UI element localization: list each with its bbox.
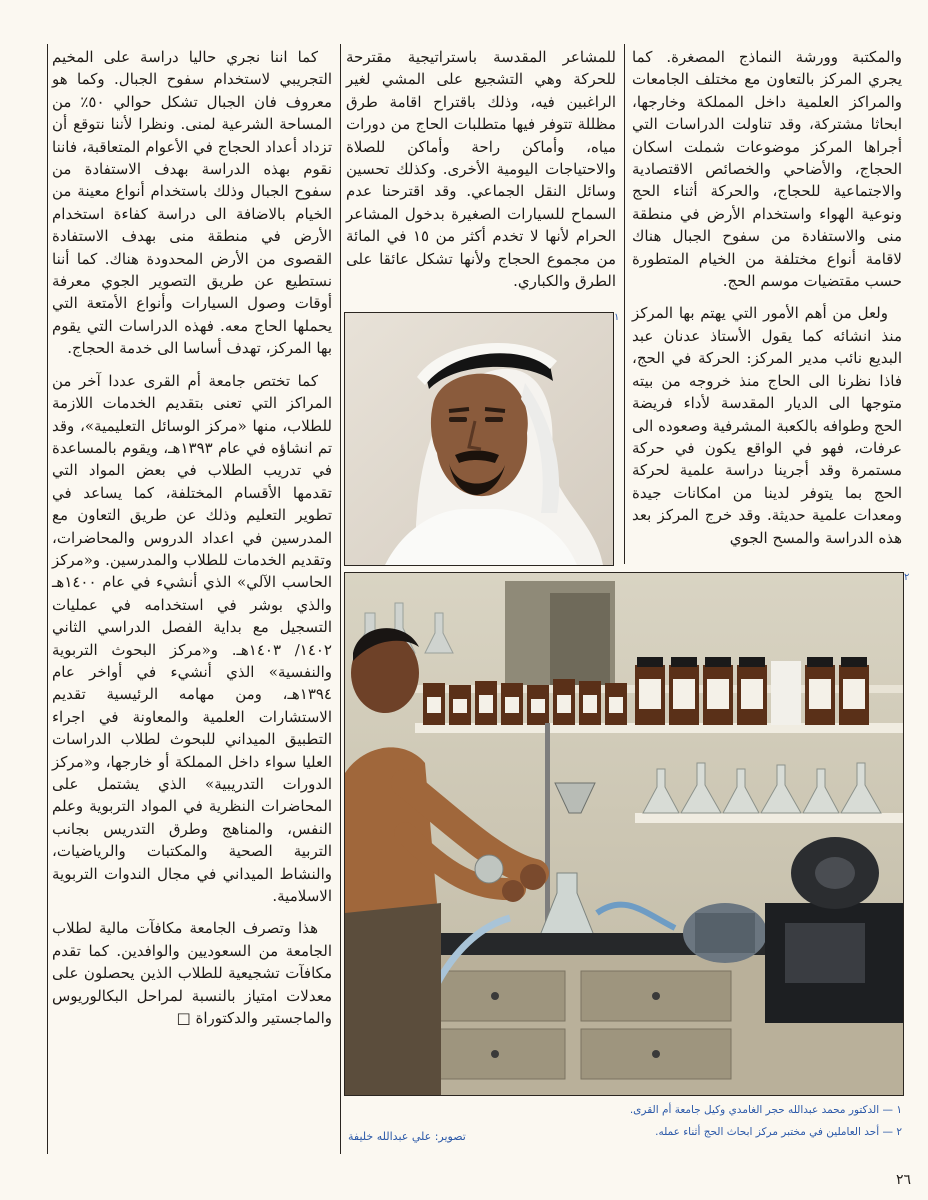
portrait-illustration xyxy=(345,313,613,565)
left-paragraph-3: هذا وتصرف الجامعة مكافآت مالية لطلاب الجامعة من السعوديين والوافدين. كما تقدم مكافآت تشجيعية للطلاب الذين يحصلون على معدلات امتياز بالنسبة لمراحل البكالوريوس والماجستير والدكتوراة □ xyxy=(52,919,332,1028)
right-paragraph-1: والمكتبة وورشة النماذج المصغرة. كما يجري المركز بالتعاون مع مختلف الجامعات والمراكز العلمية داخل المملكة وخارجها، ابحاثا مشتركة، وقد تناولت الدراسات التي أجراها المركز موضوعات شملت اسكان الحجاج، والأضاحي والخصائص الاقتصادية والاجتماعية للحجاج، والحركة أثناء الحج ونوعية الهواء واستخدام الأرض في منطقة منى والاستفادة من سفوح الجبال هناك لاقامة أنواع مختلفة من الخيام المتطورة حسب مقتضيات موسم الحج. xyxy=(632,48,902,291)
photo-2-marker: ٢ xyxy=(904,572,910,583)
column-rule-left xyxy=(47,44,48,1154)
laboratory-illustration xyxy=(345,573,903,1095)
portrait-photo xyxy=(344,312,614,566)
laboratory-photo xyxy=(344,572,904,1096)
photo-credit: تصوير: علي عبدالله خليفة xyxy=(348,1130,466,1143)
right-paragraph-2: ولعل من أهم الأمور التي يهتم بها المركز منذ انشائه كما يقول الأستاذ عدنان عبد البديع نائب مدير المركز: الحركة في الحج، فاذا نظرنا الى الحاج منذ خروجه من بيته متوجها الى الديار المقدسة لأداء فريضة الحج وطوافه بالكعبة المشرفية وصعوده الى عرفات، فهو في الواقع يكون في حركة مستمرة وقد أجرينا دراسة علمية لحركة الحج بما يتوفر لدينا من امكانات جيدة ومعدات علمية حديثة. وقد خرج المركز بعد هذه الدراسة والمسح الجوي xyxy=(632,304,902,547)
middle-paragraph-1: للمشاعر المقدسة باستراتيجية مقترحة للحركة وهي التشجيع على المشي لغير الراغبين فيه، وذلك باقتراح اقامة طرق مظللة تتوفر فيها متطلبات الحاج من دورات مياه، وأماكن راحة وأماكن للصلاة والاحتياجات اليومية الأخرى. وكذلك تحسين وسائل النقل الجماعي. وقد اقترحنا عدم السماح للسيارات الصغيرة بدخول المشاعر الحرام لأنها لا تخدم أكثر من ١٥ في المائة من مجموع الحجاج ولأنها تشكل عائقا على الطرق والكباري. xyxy=(346,48,616,291)
caption-1: ١ — الدكتور محمد عبدالله حجر الغامدي وكيل جامعة أم القرى. xyxy=(629,1104,902,1116)
page-number: ٢٦ xyxy=(896,1172,912,1188)
end-mark: □ xyxy=(176,1009,191,1028)
column-rule-right xyxy=(624,44,625,564)
middle-column xyxy=(346,46,616,302)
right-column xyxy=(632,46,902,559)
column-rule-center xyxy=(340,44,341,1154)
left-column xyxy=(52,46,332,1039)
photo-1-marker: ١ xyxy=(614,312,620,323)
caption-2: ٢ — أحد العاملين في مختبر مركز ابحاث الحج أثناء عمله. xyxy=(655,1126,902,1138)
left-paragraph-2: كما تختص جامعة أم القرى عددا آخر من المراكز التي تعنى بتقديم الخدمات اللازمة للطلاب، منها «مركز الوسائل التعليمية»، وقد تم انشاؤه في عام ١٣٩٣هـ، ويقوم بالمساعدة في تدريب الطلاب في بعض المواد التي تقدمها الأقسام المختلفة، كما يساعد في تطوير التعليم وذلك عن طريق التعاون مع المدرسين في اعداد الدروس والمحاضرات، وتقديم الخدمات للطلاب والمدرسين. و«مركز الحاسب الآلي» الذي أنشيء في عام ١٤٠٠هـ والذي بوشر في استخدامه في عمليات التسجيل مع بداية الفصل الدراسي الثاني ١٤٠٢/ ١٤٠٣هـ. و«مركز البحوث التربوية والنفسية» الذي أنشيء في أواخر عام ١٣٩٤هـ، ومن مهامه الرئيسية تقديم الاستشارات العلمية والمعاونة في اجراء التطبيق الميداني للبحوث لطلاب الدراسات العليا سواء داخل المملكة أو خارجها، و«مركز الدورات التدريبية» الذي يشتمل على المحاضرات النظرية في المواد التربوية وعلم النفس، والمناهج وطرق التدريس بجانب التربية الصحية والمكتبات والرياضيات، والنشاط الميداني في مجال الندوات التربوية الاسلامية. xyxy=(52,371,332,906)
left-paragraph-1: كما اننا نجري حاليا دراسة على المخيم التجريبي لاستخدام سفوح الجبال. وكما هو معروف فان الجبال تشكل حوالي ٥٠٪ من المساحة الشرعية لمنى. ونظرا لأننا نتوقع أن تزداد أعداد الحجاج في الأعوام المتعاقبة، فاننا نقوم بهذه الدراسة بهدف الاستفادة من سفوح الجبال وذلك باستخدام أنواع معينة من الخيام بالاضافة الى دراسة كفاءة استخدام الأرض في منطقة منى بهدف الاستفادة القصوى من الأرض المحدودة هناك. كما أننا نستطيع عن طريق التصوير الجوي معرفة أوقات وصول السيارات وأنواع الأمتعة التي يحملها الحاج معه. فهذه الدراسات التي يقوم بها المركز، تهدف أساسا الى خدمة الحجاج. xyxy=(52,48,332,358)
